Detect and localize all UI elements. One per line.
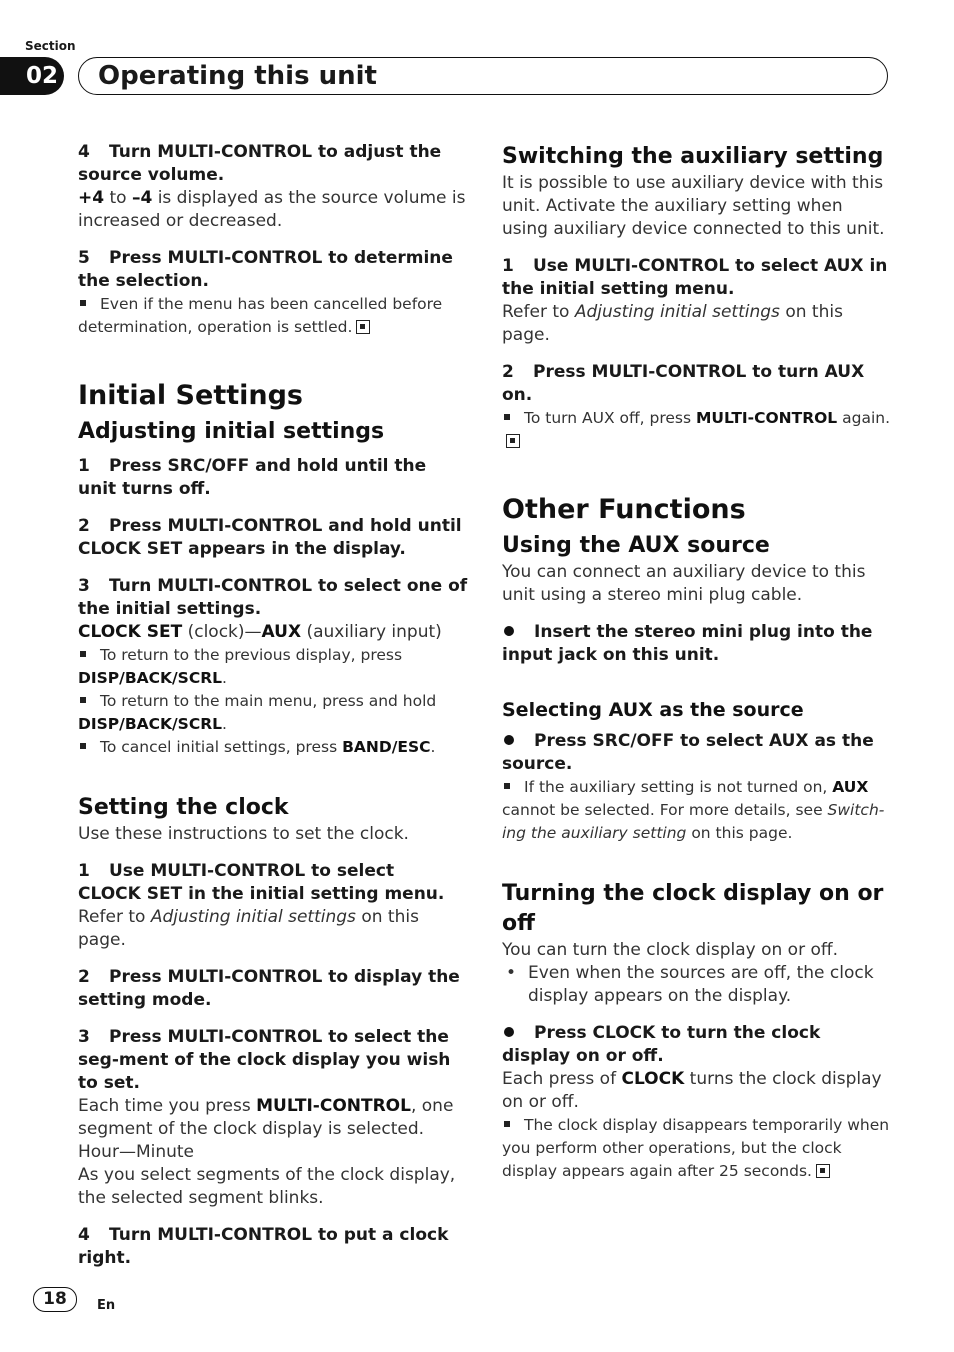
clock-toggle-note: The clock display disappears temporarily when you perform other operations, but the clock display appears again after 25 seconds. (502, 1116, 890, 1180)
clock-step-1-body: Refer to Adjusting initial settings on this page. (78, 907, 419, 950)
adjust-step-2: 2 Press MULTI-CONTROL and hold until CLOCK SET appears in the display. (78, 516, 462, 559)
aux-step-1: 1 Use MULTI-CONTROL to select AUX in the initial setting menu. (502, 256, 888, 299)
note-main-menu: To return to the main menu, press and hold DISP/BACK/SCRL. (78, 692, 437, 733)
step-4-heading: 4 Turn MULTI-CONTROL to adjust the source volume. (78, 142, 442, 185)
setting-clock-intro: Use these instructions to set the clock. (78, 824, 409, 844)
clock-step-3: 3 Press MULTI-CONTROL to select the seg-ment of the clock display you wish to set. (78, 1027, 451, 1093)
bullet-dot-icon (504, 735, 514, 745)
end-mark-icon (356, 320, 370, 334)
insert-plug-step: Insert the stereo mini plug into the input jack on this unit. (502, 622, 873, 665)
adjusting-initial-settings-heading: Adjusting initial settings (78, 419, 385, 444)
section-number-badge: 02 (0, 57, 64, 95)
note-square-icon (504, 414, 510, 420)
clock-step-4: 4 Turn MULTI-CONTROL to put a clock right. (78, 1225, 449, 1268)
note-previous-display: To return to the previous display, press DISP/BACK/SCRL. (78, 646, 403, 687)
step-4-body: +4 to –4 is displayed as the source volume is increased or decreased. (78, 188, 466, 231)
clock-display-heading: Turning the clock display on or off (502, 881, 884, 936)
aux-step-2-note: To turn AUX off, press MULTI-CONTROL again. (502, 407, 890, 453)
note-square-icon (504, 783, 510, 789)
clock-display-bullet: • Even when the sources are off, the clock display appears on the display. (502, 962, 890, 1008)
using-aux-intro: You can connect an auxiliary device to this unit using a stereo mini plug cable. (502, 562, 866, 605)
section-title: Operating this unit (98, 61, 377, 91)
select-aux-note: If the auxiliary setting is not turned on, AUX cannot be selected. For more details, see Switch-ing the auxiliary setting on this page. (502, 778, 885, 842)
note-square-icon (80, 300, 86, 306)
adjust-step-3-body: CLOCK SET (clock)—AUX (auxiliary input) (78, 622, 442, 642)
step-5-heading: 5 Press MULTI-CONTROL to determine the selection. (78, 248, 453, 291)
adjust-step-1: 1 Press SRC/OFF and hold until the unit turns off. (78, 456, 427, 499)
adjust-step-3: 3 Turn MULTI-CONTROL to select one of the initial settings. (78, 576, 468, 619)
note-square-icon (80, 697, 86, 703)
using-aux-source-heading: Using the AUX source (502, 533, 770, 558)
note-square-icon (80, 651, 86, 657)
initial-settings-heading: Initial Settings (78, 380, 304, 411)
clock-step-2: 2 Press MULTI-CONTROL to display the setting mode. (78, 967, 460, 1010)
bullet-dot-icon (504, 1027, 514, 1037)
clock-step-1: 1 Use MULTI-CONTROL to select CLOCK SET in the initial setting menu. (78, 861, 445, 904)
section-label: Section (25, 39, 76, 53)
end-mark-icon (816, 1164, 830, 1178)
switching-aux-heading: Switching the auxiliary setting (502, 144, 884, 169)
setting-the-clock-heading: Setting the clock (78, 795, 289, 820)
clock-step-3-segments: Hour—Minute (78, 1142, 195, 1162)
note-square-icon (80, 743, 86, 749)
step-5-note: Even if the menu has been cancelled before determination, operation is settled. (78, 295, 443, 336)
end-mark-icon (506, 434, 520, 448)
selecting-aux-heading: Selecting AUX as the source (502, 699, 804, 721)
page-number: 18 (33, 1287, 77, 1312)
language-label: En (97, 1298, 116, 1313)
clock-step-3-body: Each time you press MULTI-CONTROL, one segment of the clock display is selected. (78, 1096, 454, 1139)
other-functions-heading: Other Functions (502, 494, 746, 525)
note-square-icon (504, 1121, 510, 1127)
left-column (78, 141, 468, 1270)
clock-step-3-blink: As you select segments of the clock display, the selected segment blinks. (78, 1165, 456, 1208)
clock-toggle-body: Each press of CLOCK turns the clock display on or off. (502, 1069, 882, 1112)
aux-step-1-body: Refer to Adjusting initial settings on this page. (502, 302, 843, 345)
switching-aux-intro: It is possible to use auxiliary device with this unit. Activate the auxiliary setting when using auxiliary device connected to this unit. (502, 173, 885, 239)
clock-display-intro: You can turn the clock display on or off. (502, 940, 838, 960)
clock-toggle-step: Press CLOCK to turn the clock display on or off. (502, 1023, 821, 1066)
select-aux-step: Press SRC/OFF to select AUX as the source. (502, 731, 874, 774)
aux-step-2: 2 Press MULTI-CONTROL to turn AUX on. (502, 362, 865, 405)
right-column (502, 142, 890, 1183)
bullet-dot-icon (504, 626, 514, 636)
note-cancel-settings: To cancel initial settings, press BAND/ESC. (78, 736, 468, 759)
